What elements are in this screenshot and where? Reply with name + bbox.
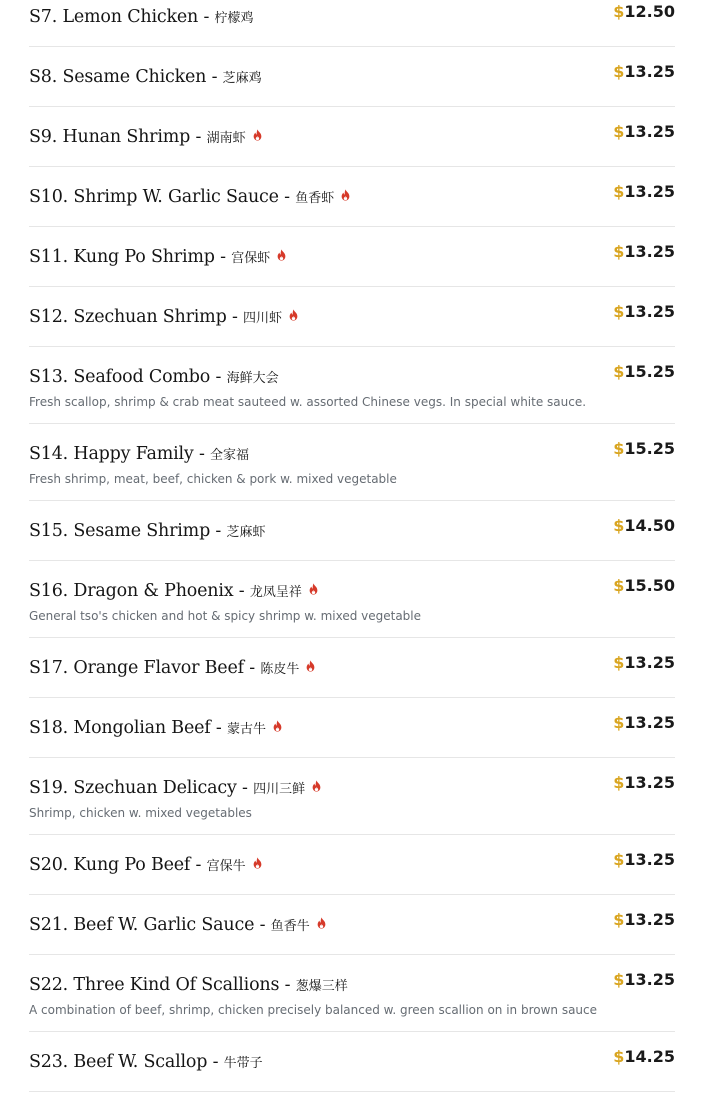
currency-symbol: $ bbox=[613, 439, 625, 458]
price-amount: 14.50 bbox=[624, 516, 675, 535]
currency-symbol: $ bbox=[613, 362, 625, 381]
price-amount: 12.50 bbox=[624, 2, 675, 21]
menu-item[interactable] bbox=[29, 47, 675, 107]
item-name-english: S13. Seafood Combo - bbox=[29, 367, 227, 387]
menu-item[interactable] bbox=[29, 955, 675, 1032]
price-amount: 13.25 bbox=[624, 653, 675, 672]
item-name-english: S20. Kung Po Beef - bbox=[29, 855, 207, 875]
currency-symbol: $ bbox=[613, 242, 625, 261]
menu-item[interactable] bbox=[29, 638, 675, 698]
menu-item[interactable] bbox=[29, 424, 675, 501]
menu-item[interactable] bbox=[29, 227, 675, 287]
item-name bbox=[29, 716, 585, 742]
item-name-chinese: 海鲜大会 bbox=[226, 371, 279, 386]
item-name-english: S11. Kung Po Shrimp - bbox=[29, 247, 232, 267]
item-name bbox=[29, 65, 585, 91]
menu-item[interactable] bbox=[29, 167, 675, 227]
item-name bbox=[29, 5, 585, 31]
price-amount: 13.25 bbox=[624, 773, 675, 792]
currency-symbol: $ bbox=[613, 1047, 625, 1066]
menu-item[interactable] bbox=[29, 698, 675, 758]
item-name bbox=[29, 1050, 585, 1076]
item-name-chinese: 四川三鲜 bbox=[253, 782, 306, 797]
item-name-english: S12. Szechuan Shrimp - bbox=[29, 307, 244, 327]
item-name-english: S22. Three Kind Of Scallions - bbox=[29, 975, 296, 995]
item-name-english: S10. Shrimp W. Garlic Sauce - bbox=[29, 187, 296, 207]
price-amount: 14.25 bbox=[624, 1047, 675, 1066]
item-name-chinese: 湖南虾 bbox=[206, 131, 246, 146]
item-price bbox=[613, 712, 675, 734]
item-name-english: S17. Orange Flavor Beef - bbox=[29, 658, 261, 678]
item-name-english: S15. Sesame Shrimp - bbox=[29, 521, 227, 541]
item-name-chinese: 鱼香牛 bbox=[270, 919, 310, 934]
currency-symbol: $ bbox=[613, 122, 625, 141]
item-price bbox=[613, 121, 675, 143]
currency-symbol: $ bbox=[613, 713, 625, 732]
menu-item[interactable] bbox=[29, 1032, 675, 1092]
item-price bbox=[613, 1046, 675, 1068]
price-amount: 13.25 bbox=[624, 713, 675, 732]
item-name bbox=[29, 973, 585, 999]
item-name bbox=[29, 305, 585, 331]
item-name bbox=[29, 365, 585, 391]
item-name bbox=[29, 656, 585, 682]
item-name-english: S19. Szechuan Delicacy - bbox=[29, 778, 254, 798]
item-name-english: S7. Lemon Chicken - bbox=[29, 7, 215, 27]
price-amount: 13.25 bbox=[624, 910, 675, 929]
item-price bbox=[613, 909, 675, 931]
item-name-english: S16. Dragon & Phoenix - bbox=[29, 581, 250, 601]
item-name bbox=[29, 245, 585, 271]
item-price bbox=[613, 1, 675, 23]
item-name-chinese: 芝麻虾 bbox=[226, 525, 266, 540]
item-price bbox=[613, 849, 675, 871]
item-name-chinese: 龙凤呈祥 bbox=[249, 585, 302, 600]
price-amount: 15.50 bbox=[624, 576, 675, 595]
price-amount: 15.25 bbox=[624, 362, 675, 381]
item-price bbox=[613, 652, 675, 674]
item-name-chinese: 宫保虾 bbox=[231, 251, 271, 266]
item-name bbox=[29, 853, 585, 879]
item-price bbox=[613, 575, 675, 597]
menu-item[interactable] bbox=[29, 347, 675, 424]
flame-icon bbox=[305, 660, 316, 672]
menu-item[interactable] bbox=[29, 287, 675, 347]
item-name-chinese: 柠檬鸡 bbox=[214, 11, 254, 26]
item-description: A combination of beef, shrimp, chicken precisely balanced w. green scallion on in brown sauce bbox=[29, 1003, 598, 1017]
item-price bbox=[613, 438, 675, 460]
item-price bbox=[613, 241, 675, 263]
flame-icon bbox=[308, 583, 319, 595]
item-name bbox=[29, 185, 585, 211]
item-name bbox=[29, 442, 585, 468]
price-amount: 15.25 bbox=[624, 439, 675, 458]
price-amount: 13.25 bbox=[624, 850, 675, 869]
flame-icon bbox=[288, 309, 299, 321]
item-name-chinese: 芝麻鸡 bbox=[222, 71, 262, 86]
item-name bbox=[29, 776, 585, 802]
item-name-english: S9. Hunan Shrimp - bbox=[29, 127, 207, 147]
item-price bbox=[613, 61, 675, 83]
flame-icon bbox=[252, 129, 263, 141]
menu-item[interactable] bbox=[29, 758, 675, 835]
flame-icon bbox=[340, 189, 351, 201]
price-amount: 13.25 bbox=[624, 242, 675, 261]
flame-icon bbox=[311, 780, 322, 792]
flame-icon bbox=[272, 720, 283, 732]
item-name-chinese: 四川虾 bbox=[243, 311, 283, 326]
menu-item[interactable] bbox=[29, 107, 675, 167]
price-amount: 13.25 bbox=[624, 182, 675, 201]
item-description: Shrimp, chicken w. mixed vegetables bbox=[29, 806, 252, 820]
item-name-chinese: 鱼香虾 bbox=[295, 191, 335, 206]
item-name-chinese: 宫保牛 bbox=[206, 859, 246, 874]
price-amount: 13.25 bbox=[624, 302, 675, 321]
item-name bbox=[29, 519, 585, 545]
item-price bbox=[613, 969, 675, 991]
currency-symbol: $ bbox=[613, 2, 625, 21]
item-name-english: S21. Beef W. Garlic Sauce - bbox=[29, 915, 271, 935]
currency-symbol: $ bbox=[613, 302, 625, 321]
currency-symbol: $ bbox=[613, 182, 625, 201]
flame-icon bbox=[316, 917, 327, 929]
menu-item[interactable] bbox=[29, 501, 675, 561]
item-description: Fresh scallop, shrimp & crab meat sauteed w. assorted Chinese vegs. In special white sauce. bbox=[29, 395, 587, 409]
price-amount: 13.25 bbox=[624, 970, 675, 989]
item-price bbox=[613, 301, 675, 323]
item-name bbox=[29, 579, 585, 605]
price-amount: 13.25 bbox=[624, 62, 675, 81]
item-name bbox=[29, 913, 585, 939]
item-description: General tso's chicken and hot & spicy shrimp w. mixed vegetable bbox=[29, 609, 422, 623]
item-description: Fresh shrimp, meat, beef, chicken & pork w. mixed vegetable bbox=[29, 472, 397, 486]
menu-item[interactable] bbox=[29, 561, 675, 638]
menu-item[interactable] bbox=[29, 835, 675, 895]
currency-symbol: $ bbox=[613, 516, 625, 535]
item-name-english: S18. Mongolian Beef - bbox=[29, 718, 227, 738]
price-amount: 13.25 bbox=[624, 122, 675, 141]
item-name bbox=[29, 125, 585, 151]
currency-symbol: $ bbox=[613, 970, 625, 989]
item-name-chinese: 陈皮牛 bbox=[260, 662, 300, 677]
currency-symbol: $ bbox=[613, 653, 625, 672]
item-price bbox=[613, 181, 675, 203]
item-name-chinese: 全家福 bbox=[210, 448, 250, 463]
currency-symbol: $ bbox=[613, 62, 625, 81]
menu-item[interactable] bbox=[29, 0, 675, 47]
item-name-chinese: 牛带子 bbox=[223, 1056, 263, 1071]
currency-symbol: $ bbox=[613, 576, 625, 595]
item-name-chinese: 葱爆三样 bbox=[295, 979, 348, 994]
menu-item-list bbox=[29, 0, 675, 1092]
item-name-english: S14. Happy Family - bbox=[29, 444, 211, 464]
item-price bbox=[613, 772, 675, 794]
flame-icon bbox=[276, 249, 287, 261]
item-name-english: S23. Beef W. Scallop - bbox=[29, 1052, 224, 1072]
flame-icon bbox=[252, 857, 263, 869]
currency-symbol: $ bbox=[613, 850, 625, 869]
item-price bbox=[613, 515, 675, 537]
item-name-english: S8. Sesame Chicken - bbox=[29, 67, 223, 87]
currency-symbol: $ bbox=[613, 773, 625, 792]
currency-symbol: $ bbox=[613, 910, 625, 929]
item-price bbox=[613, 361, 675, 383]
item-name-chinese: 蒙古牛 bbox=[227, 722, 267, 737]
menu-item[interactable] bbox=[29, 895, 675, 955]
